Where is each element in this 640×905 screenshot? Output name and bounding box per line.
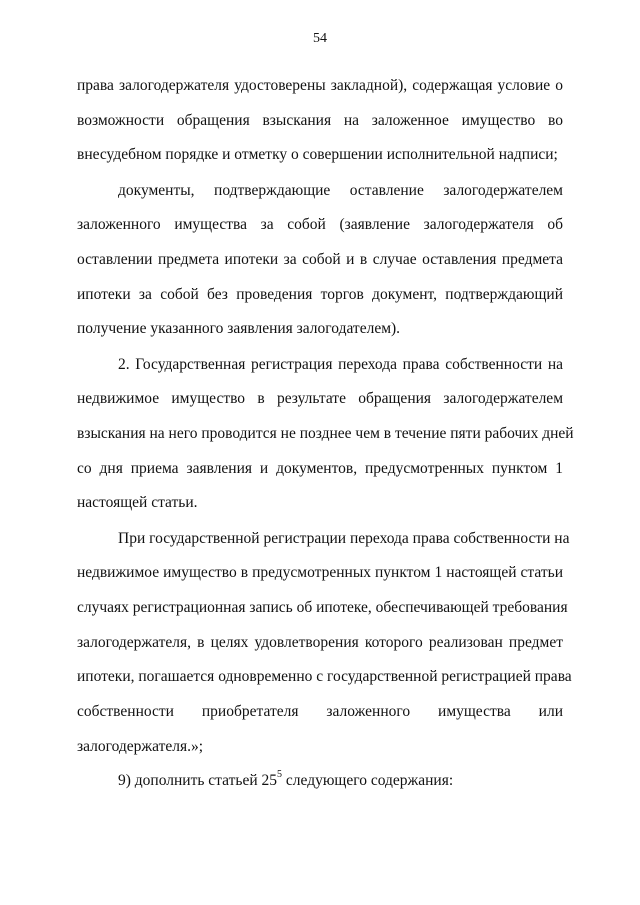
text-line: собственности приобретателя заложенного имущества или <box>77 703 563 720</box>
text-line: ипотеки за собой без проведения торгов документ, подтверждающий <box>77 286 563 303</box>
text-line: При государственной регистрации перехода права собственности на <box>118 530 570 547</box>
final-instruction-line <box>118 768 563 791</box>
text-line: взыскания на него проводится не позднее чем в течение пяти рабочих дней <box>77 425 574 442</box>
text-line: недвижимое имущество в результате обращения залогодержателем <box>77 390 563 407</box>
text-line: оставлении предмета ипотеки за собой и в случае оставления предмета <box>77 251 563 268</box>
page-number: 54 <box>313 31 327 46</box>
article-superscript: 5 <box>277 768 283 780</box>
text-line: недвижимое имущество в предусмотренных пунктом 1 настоящей статьи <box>77 564 563 581</box>
text-line: внесудебном порядке и отметку о совершении исполнительной надписи; <box>77 146 558 163</box>
text-line: залогодержателя.»; <box>77 738 204 755</box>
text-line: заложенного имущества за собой (заявление залогодержателя об <box>77 216 563 233</box>
text-line: документы, подтверждающие оставление залогодержателем <box>118 182 563 199</box>
text-line: получение указанного заявления залогодателем). <box>77 320 401 337</box>
text-line: настоящей статьи. <box>77 494 198 511</box>
text-line: ипотеки, погашается одновременно с государственной регистрацией права <box>77 668 572 685</box>
text-line: возможности обращения взыскания на заложенное имущество во <box>77 112 563 129</box>
text-line: залогодержателя, в целях удовлетворения которого реализован предмет <box>77 634 563 651</box>
instruction-text-after: следующего содержания: <box>282 772 454 789</box>
text-line: 2. Государственная регистрация перехода права собственности на <box>118 356 563 373</box>
text-line: случаях регистрационная запись об ипотеке, обеспечивающей требования <box>77 599 568 616</box>
text-line: со дня приема заявления и документов, предусмотренных пунктом 1 <box>77 460 563 477</box>
instruction-text-before: 9) дополнить статьей 25 <box>118 772 278 789</box>
text-line: права залогодержателя удостоверены закладной), содержащая условие о <box>77 77 563 94</box>
